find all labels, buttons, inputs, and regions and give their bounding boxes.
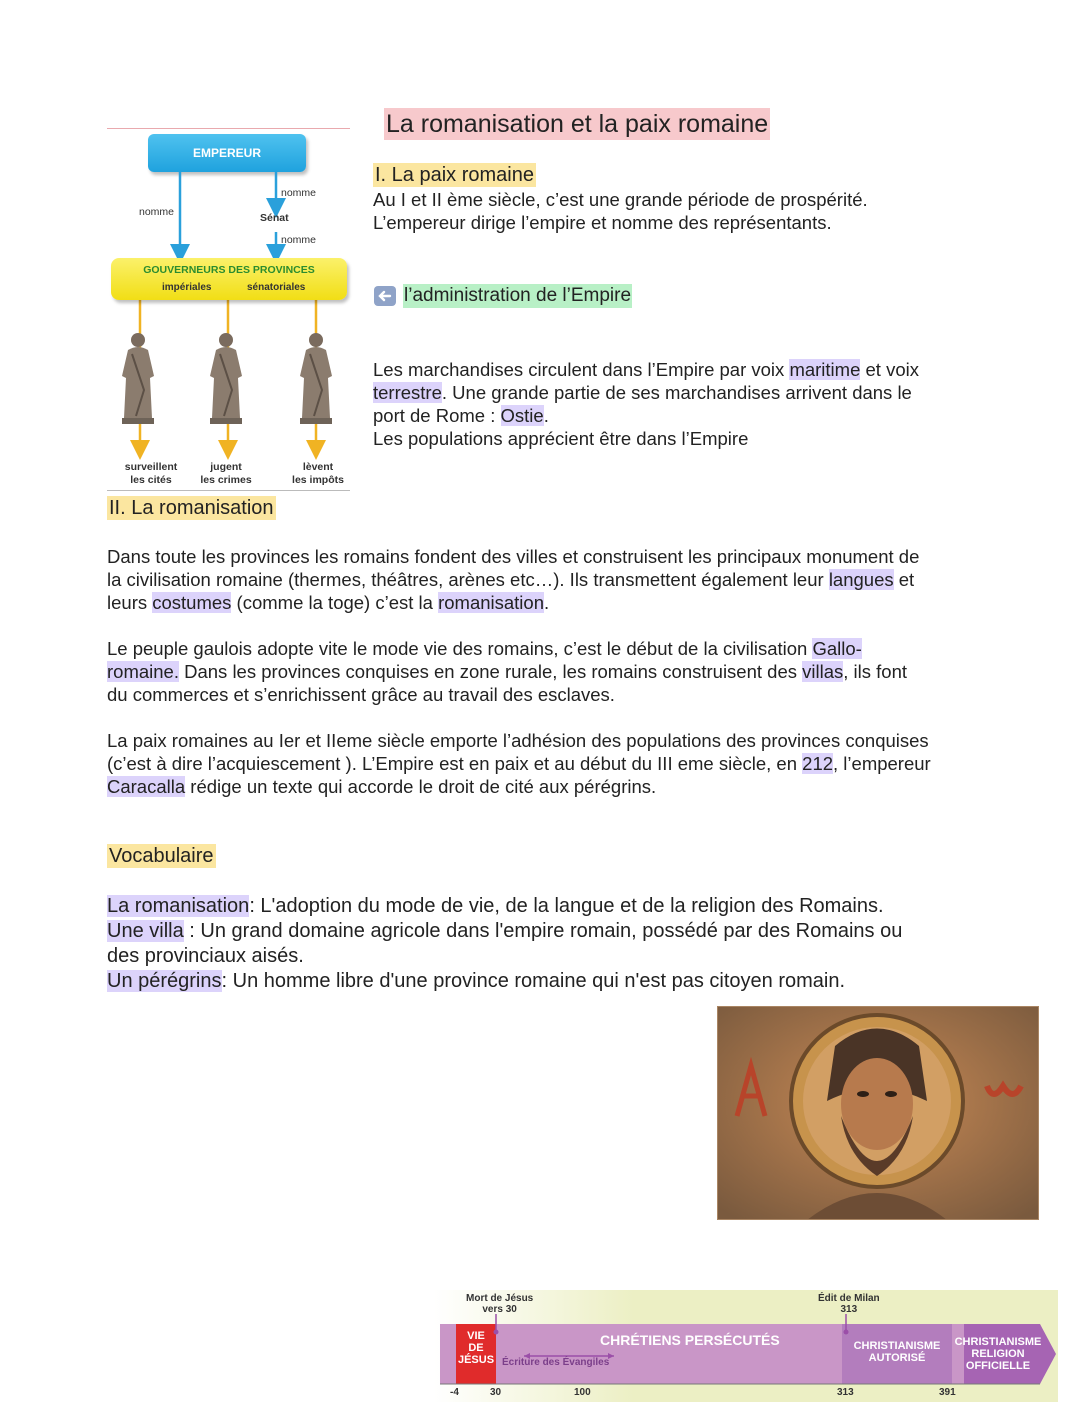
vocab-item: Une villa : Un grand domaine agricole dans l'empire romain, possédé par des Romains ou [107,920,903,942]
tick-label: 100 [574,1387,591,1398]
governor-statues [118,330,338,430]
action-jugent: jugent les crimes [200,461,252,486]
tick-label: 30 [490,1387,502,1398]
trade-paragraph: Les marchandises circulent dans l’Empire par voix maritime et voix terrestre. Une grande partie de ses marchandises arrivent dans le port de Rome : Ostie. Les populations apprécient être dans l’Empire [373,359,919,449]
diagram-top-rule [107,128,350,129]
romanisation-paragraph-2: Le peuple gaulois adopte vite le mode vie des romains, c’est le début de la civilisation Gallo- romaine. Dans les provinces conquises en zone rurale, les romains construisent des villas, ils font du commerces et s’enrichissent grâce au travail des esclaves. [107,638,908,705]
label-nomme-top: nomme [281,187,317,199]
back-arrow-icon [373,285,397,307]
chretiens-persecutes-label: CHRÉTIENS PERSÉCUTÉS [600,1332,780,1348]
statue-icon [210,333,242,424]
administration-link-label[interactable]: l’administration de l’Empire [404,285,632,306]
label-nomme-left: nomme [139,206,175,218]
label-senat: Sénat [260,212,289,224]
section1-heading: I. La paix romaine [375,164,534,186]
vocab-item: Un pérégrins: Un homme libre d'une province romaine qui n'est pas citoyen romain. [107,970,846,992]
tick-label: 391 [939,1387,956,1398]
action-surveillent: surveillent les cités [124,461,178,486]
christ-fresco-image [717,1006,1039,1220]
action-levent: lèvent les impôts [292,461,344,486]
christianisme-officielle-label: CHRISTIANISME RELIGION OFFICIELLE [954,1336,1042,1372]
statue-icon [300,333,332,424]
mort-de-jesus-label: Mort de Jésus vers 30 [466,1293,534,1315]
page-title: La romanisation et la paix romaine [386,110,769,138]
diagram-bottom-rule [107,490,350,491]
christianity-timeline [434,1290,1058,1402]
emperor-box: EMPEREUR [148,134,306,172]
label-nomme-bottom: nomme [281,234,317,246]
edit-de-milan-label: Édit de Milan 313 [818,1293,880,1315]
statue-icon [122,333,154,424]
administration-link[interactable] [373,284,632,308]
vocab-item: La romanisation: L'adoption du mode de vie, de la langue et de la religion des Romains. [107,895,884,917]
vie-de-jesus-text: VIE DE JÉSUS [457,1330,495,1366]
romanisation-paragraph-3: La paix romaines au Ier et IIeme siècle emporte l’adhésion des populations des provinces conquises (c’est à dire l’acquiescement ). L’Empire est en paix et au début du III eme siècle, en 212, l’empereur Caracalla rédige un texte qui accorde le droit de cité aux pérégrins. [107,730,931,797]
ecriture-evangiles-label: Écriture des Évangiles [502,1357,610,1368]
vocab-list: La romanisation: L'adoption du mode de vie, de la langue et de la religion des Romains. Une villa : Un grand domaine agricole dans l'empire romain, possédé par des Romains ou des provinciaux aisés. Un pérégrins: Un homme libre d'une province romaine qui n'est pas citoyen romain. [107,894,1007,994]
governors-box: GOUVERNEURS DES PROVINCES impériales sénatoriales [111,258,347,300]
vocab-heading: Vocabulaire [109,845,214,867]
section1-text: Au I et II ème siècle, c’est une grande période de prospérité. L’empereur dirige l’empire et nomme des représentants. [373,189,868,233]
tick-label: -4 [450,1387,459,1398]
section2-heading: II. La romanisation [109,497,274,519]
romanisation-paragraph-1: Dans toute les provinces les romains fondent des villes et construisent les principaux monument de la civilisation romaine (thermes, théâtres, arènes etc…). Ils transmettent également leur langues et leurs costumes (comme la toge) c’est la romanisation. [107,546,920,613]
christianisme-autorise-label: CHRISTIANISME AUTORISÉ [853,1340,941,1364]
tick-label: 313 [837,1387,854,1398]
